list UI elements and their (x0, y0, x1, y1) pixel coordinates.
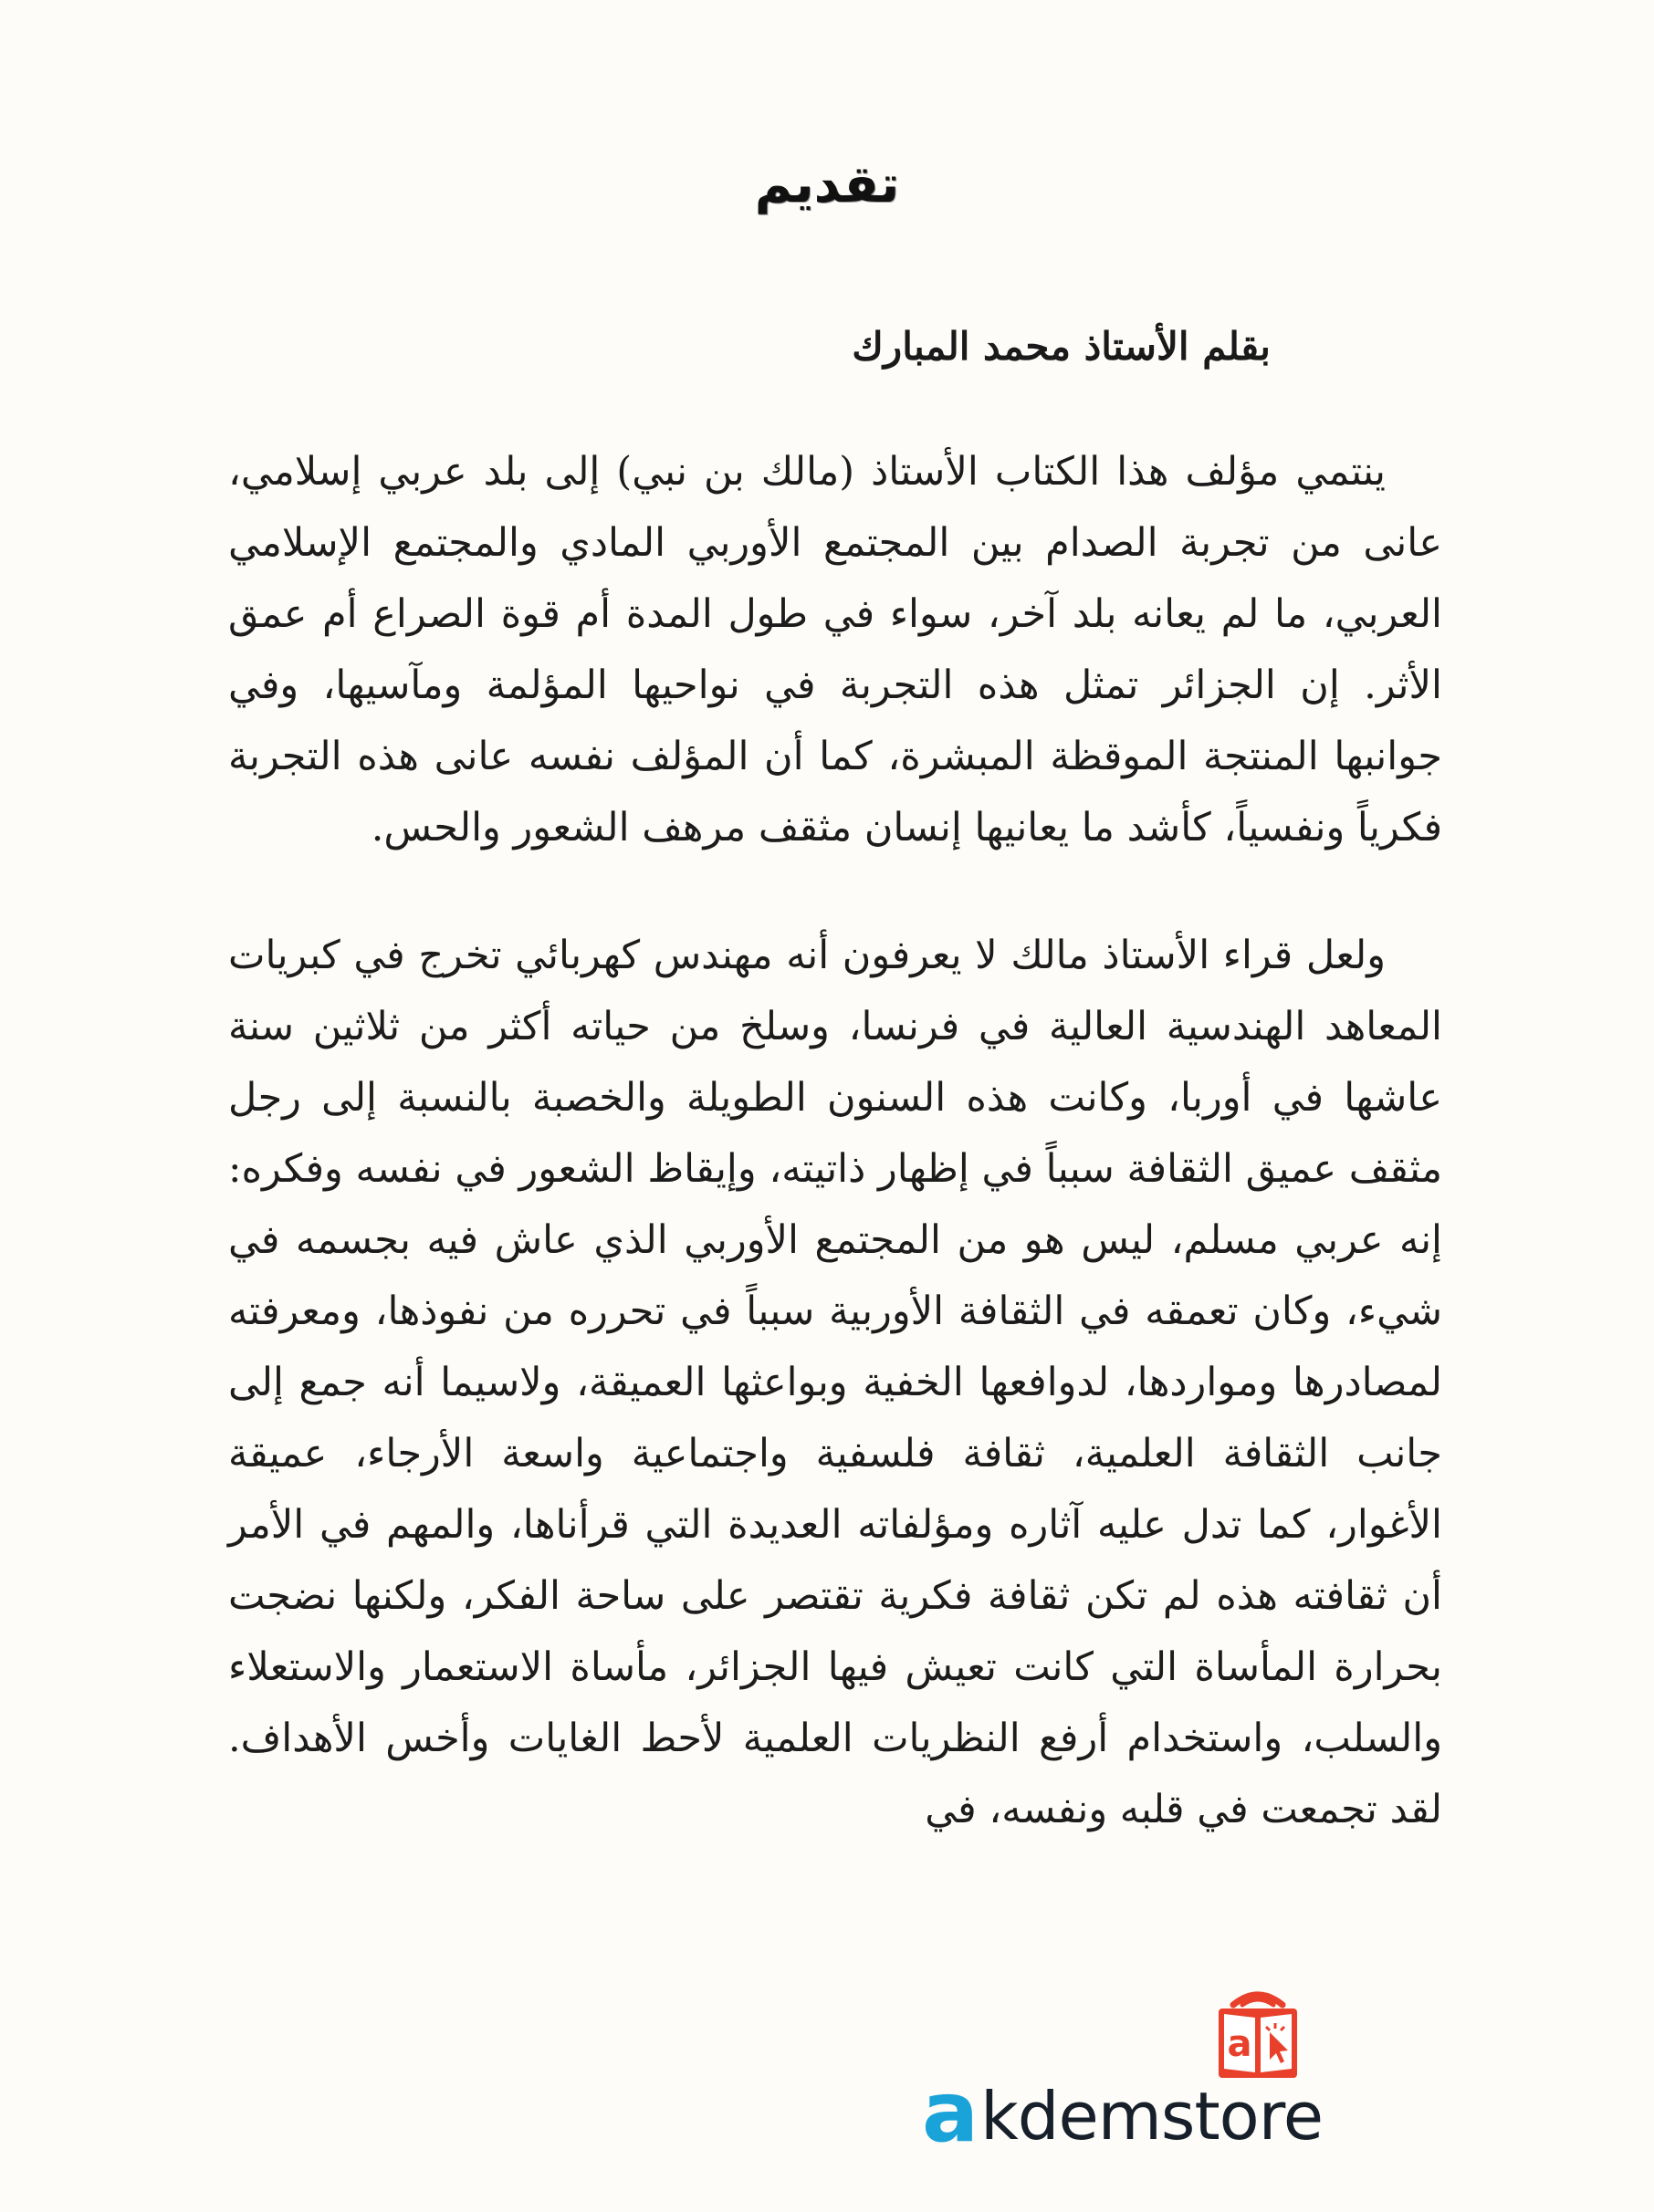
page-title: تقديم (754, 155, 900, 214)
author-byline: بقلم الأستاذ محمد المبارك (852, 324, 1271, 369)
body-paragraph: ولعل قراء الأستاذ مالك لا يعرفون أنه مهندس كهربائي تخرج في كبريات المعاهد الهندسية العالية في فرنسا، وسلخ من حياته أكثر من ثلاثين سنة عاشها في أوربا، وكانت هذه السنون الطويلة والخصبة بالنسبة إلى رجل مثقف عميق الثقافة سبباً في إظهار ذاتيته، وإيقاظ الشعور في نفسه وفكره: إنه عربي مسلم، ليس هو من المجتمع الأوربي الذي عاش فيه بجسمه في شيء، وكان تعمقه في الثقافة الأوربية سبباً في تحرره من نفوذها، ومعرفته لمصادرها ومواردها، لدوافعها الخفية وبواعثها العميقة، ولاسيما أنه جمع إلى جانب الثقافة العلمية، ثقافة فلسفية واجتماعية واسعة الأرجاء، عميقة الأغوار، كما تدل عليه آثاره ومؤلفاته العديدة التي قرأناها، والمهم في الأمر أن ثقافته هذه لم تكن ثقافة فكرية تقتصر على ساحة الفكر، ولكنها نضجت بحرارة المأساة التي كانت تعيش فيها الجزائر، مأساة الاستعمار والاستعلاء والسلب، واستخدام أرفع النظريات العلمية لأحط الغايات وأخس الأهداف. لقد تجمعت في قلبه ونفسه، في (228, 933, 1442, 1832)
paragraph-2-container (228, 920, 1442, 1865)
book-badge-icon (1209, 1985, 1306, 2083)
paragraph-1-container (228, 436, 1442, 883)
body-paragraph: ينتمي مؤلف هذا الكتاب الأستاذ (مالك بن نبي) إلى بلد عربي إسلامي، عانى من تجربة الصدام بين المجتمع الأوربي المادي والمجتمع الإسلامي العربي، ما لم يعانه بلد آخر، سواء في طول المدة أم قوة الصراع أم عمق الأثر. إن الجزائر تمثل هذه التجربة في نواحيها المؤلمة ومآسيها، وفي جوانبها المنتجة الموقظة المبشرة، كما أن المؤلف نفسه عانى هذه التجربة فكرياً ونفسياً، كأشد ما يعانيها إنسان مثقف مرهف الشعور والحس. (228, 449, 1442, 850)
logo-wordmark-rest: kdemstore (980, 2078, 1324, 2155)
logo-wordmark (922, 2063, 1324, 2161)
akdemstore-watermark-logo (922, 1985, 1506, 2161)
svg-text:a: a (1227, 2023, 1252, 2065)
logo-wordmark-a: a (922, 2063, 979, 2161)
